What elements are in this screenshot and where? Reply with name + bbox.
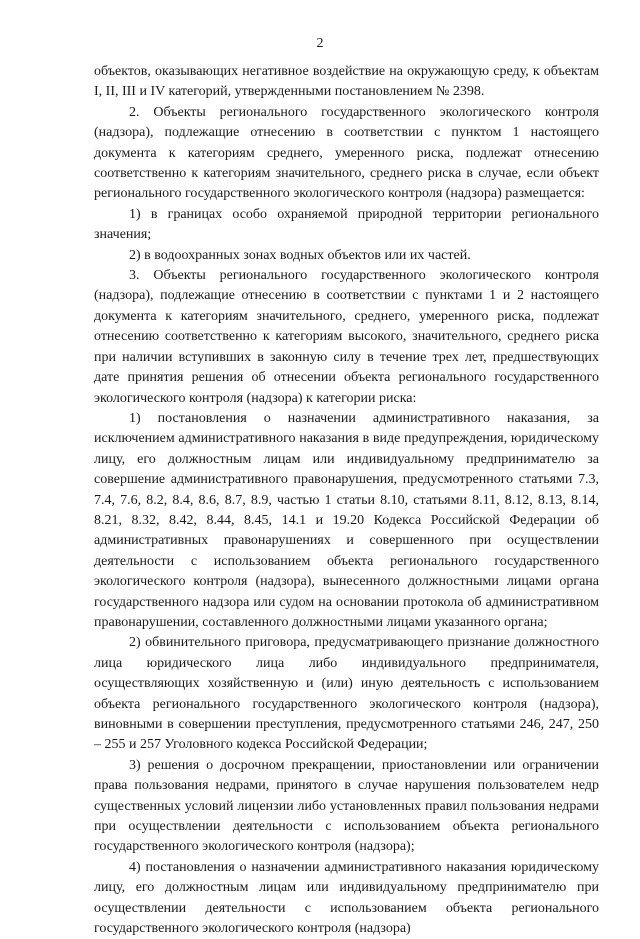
paragraph-subitem-3-1: 1) постановления о назначении административного наказания, за исключением административного наказания в виде предупреждения, юридическому лицу, его должностным лицам или индивидуальному предпринимателю за совершение административного правонарушения, предусмотренного статьями 7.3, 7.4, 7.6, 8.2, 8.4, 8.6, 8.7, 8.9, частью 1 статьи 8.10, статьями 8.11, 8.12, 8.13, 8.14, 8.21, 8.32, 8.42, 8.44, 8.45, 14.1 и 19.20 Кодекса Российской Федерации об административных правонарушениях и совершенного при осуществлении деятельности с использованием объекта регионального государственного экологического контроля (надзора), вынесенного должностными лицами органа государственного надзора или судом на основании протокола об административном правонарушении, составленного должностными лицами указанного органа; — [94, 410, 599, 630]
paragraph-item-2: 2. Объекты регионального государственного экологического контроля (надзора), подлежащие отнесению в соответствии с пунктом 1 настоящего документа к категориям среднего, умеренного риска, подлежат отнесению соответственно к категориям значительного, среднего риска в случае, если объект регионального государственного экологического контроля (надзора) размещается: — [94, 104, 599, 202]
paragraph-subitem-3-3: 3) решения о досрочном прекращении, приостановлении или ограничении права пользования недрами, принятого в случае нарушения пользователем недр существенных условий лицензии либо установленных правил пользования недрами при осуществлении деятельности с использованием объекта регионального государственного экологического контроля (надзора); — [94, 757, 599, 855]
paragraph-subitem-2-2: 2) в водоохранных зонах водных объектов или их частей. — [129, 247, 471, 263]
page-number: 2 — [316, 36, 324, 51]
paragraph-subitem-3-4: 4) постановления о назначении административного наказания юридическому лицу, его должностным лицам или индивидуальному предпринимателю при осуществлении деятельности с использованием объекта регионального государственного экологического контроля (надзора) — [94, 859, 599, 937]
paragraph-subitem-2-1: 1) в границах особо охраняемой природной территории регионального значения; — [94, 206, 599, 243]
paragraph-subitem-3-2: 2) обвинительного приговора, предусматривающего признание должностного лица юридического лица либо индивидуального предпринимателя, осуществляющих хозяйственную и (или) иную деятельность с использованием объекта регионального государственного экологического контроля (надзора), виновными в совершении преступления, предусмотренного статьями 246, 247, 250 – 255 и 257 Уголовного кодекса Российской Федерации; — [94, 635, 599, 753]
paragraph-item-3: 3. Объекты регионального государственного экологического контроля (надзора), подлежащие отнесению в соответствии с пунктами 1 и 2 настоящего документа к категориям значительного, среднего, умеренного риска, подлежат отнесению соответственно к категориям высокого, значительного, среднего риска при наличии вступивших в законную силу в течение трех лет, предшествующих дате принятия решения об отнесении объекта регионального государственного экологического контроля (надзора) к категории риска: — [94, 268, 599, 406]
document-body — [94, 62, 599, 939]
paragraph-continuation: объектов, оказывающих негативное воздействие на окружающую среду, к объектам I, II, III и IV категорий, утвержденными постановлением № 2398. — [94, 64, 599, 100]
